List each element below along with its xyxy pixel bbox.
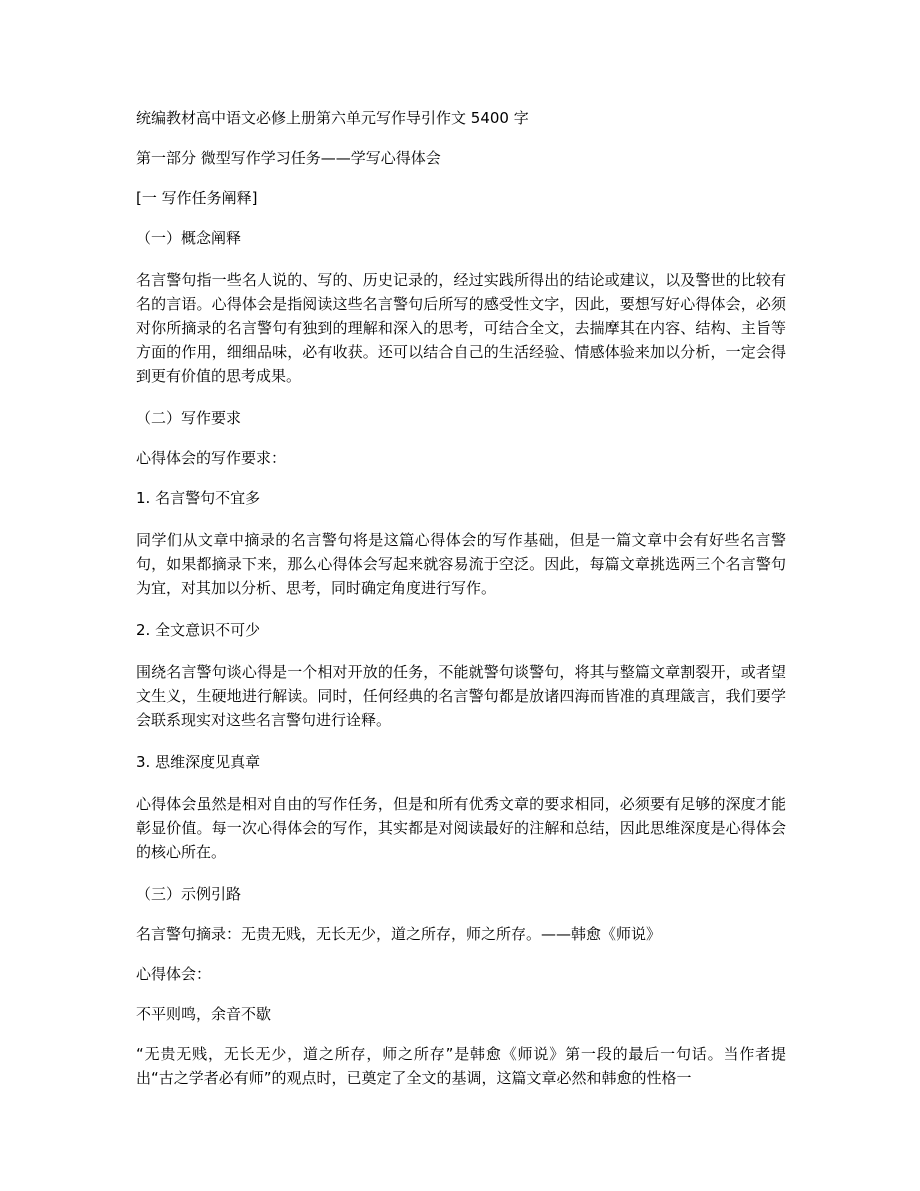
requirement-heading-1: 1. 名言警句不宜多	[136, 489, 261, 507]
subsection-heading-concept: （一）概念阐释	[136, 229, 242, 247]
document-title: 统编教材高中语文必修上册第六单元写作导引作文 5400 字	[136, 109, 529, 127]
example-label: 心得体会：	[136, 965, 212, 983]
requirement-heading-3: 3. 思维深度见真章	[136, 753, 261, 771]
paragraph-requirement-1: 同学们从文章中摘录的名言警句将是这篇心得体会的写作基础，但是一篇文章中会有好些名言警句，如果都摘录下来，那么心得体会写起来就容易流于空泛。因此，每篇文章挑选两三个名言警句为宜，对其加以分析、思考，同时确定角度进行写作。	[136, 531, 786, 597]
paragraph-example: “无贵无贱，无长无少，道之所存，师之所存”是韩愈《师说》第一段的最后一句话。当作者提出“古之学者必有师”的观点时，已奠定了全文的基调，这篇文章必然和韩愈的性格一	[136, 1045, 786, 1087]
section-heading: [一 写作任务阐释]	[136, 189, 258, 207]
subsection-heading-example: （三）示例引路	[136, 885, 242, 903]
quote-excerpt: 名言警句摘录：无贵无贱，无长无少，道之所存，师之所存。——韩愈《师说》	[136, 925, 662, 943]
paragraph-requirement-3: 心得体会虽然是相对自由的写作任务，但是和所有优秀文章的要求相同，必须要有足够的深度才能彰显价值。每一次心得体会的写作，其实都是对阅读最好的注解和总结，因此思维深度是心得体会的核心所在。	[136, 795, 786, 861]
document-page	[136, 106, 786, 1090]
part-heading: 第一部分 微型写作学习任务——学写心得体会	[136, 149, 441, 167]
subsection-heading-requirements: （二）写作要求	[136, 409, 242, 427]
requirement-heading-2: 2. 全文意识不可少	[136, 621, 261, 639]
paragraph-concept: 名言警句指一些名人说的、写的、历史记录的，经过实践所得出的结论或建议，以及警世的比较有名的言语。心得体会是指阅读这些名言警句后所写的感受性文字，因此，要想写好心得体会，必须对你所摘录的名言警句有独到的理解和深入的思考，可结合全文，去揣摩其在内容、结构、主旨等方面的作用，细细品味，必有收获。还可以结合自己的生活经验、情感体验来加以分析，一定会得到更有价值的思考成果。	[136, 271, 786, 385]
paragraph-requirement-2: 围绕名言警句谈心得是一个相对开放的任务，不能就警句谈警句，将其与整篇文章割裂开，或者望文生义，生硬地进行解读。同时，任何经典的名言警句都是放诸四海而皆准的真理箴言，我们要学会联系现实对这些名言警句进行诠释。	[136, 663, 786, 729]
example-title: 不平则鸣，余音不歇	[136, 1005, 272, 1023]
requirements-intro: 心得体会的写作要求：	[136, 449, 287, 467]
